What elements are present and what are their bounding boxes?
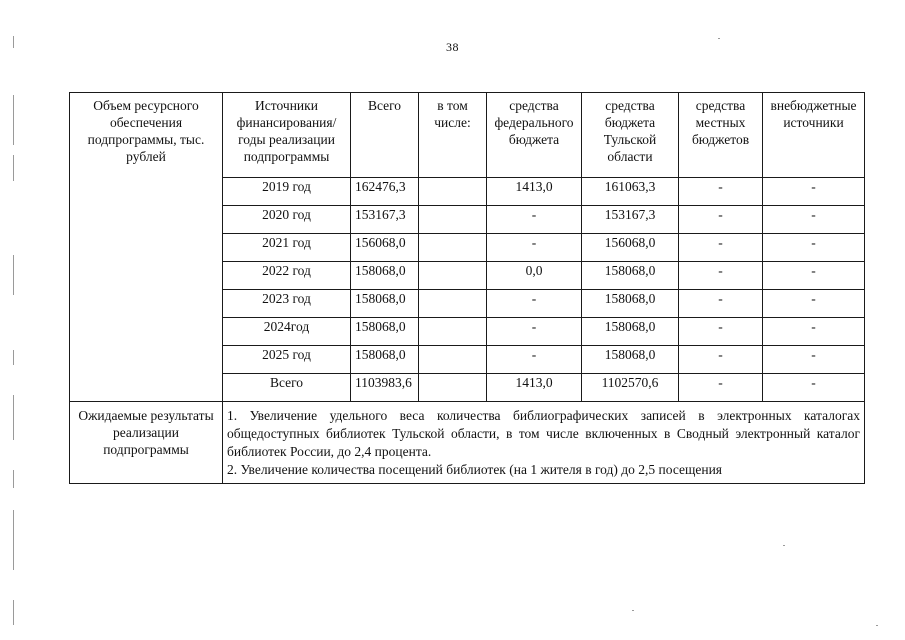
row-regional: 161063,3 [582,178,679,206]
header-sources: Источники финансирования/ годы реализации подпрограммы [223,93,351,178]
row-federal: - [487,206,582,234]
row-year: 2020 год [223,206,351,234]
scan-margin-mark [13,510,14,570]
row-total: 1103983,6 [351,374,419,402]
results-row [70,402,865,484]
row-including [419,262,487,290]
row-year: 2022 год [223,262,351,290]
row-local: - [679,346,763,374]
header-regional: средства бюджета Тульской области [582,93,679,178]
row-local: - [679,374,763,402]
row-regional: 156068,0 [582,234,679,262]
header-row [70,93,865,178]
row-federal: - [487,318,582,346]
row-total: 153167,3 [351,206,419,234]
row-year: 2024год [223,318,351,346]
results-label-cell: Ожидаемые результаты реализации подпрограммы [70,402,223,484]
row-including [419,290,487,318]
scan-margin-mark [13,36,14,48]
row-total: 158068,0 [351,262,419,290]
row-local: - [679,234,763,262]
row-total: 162476,3 [351,178,419,206]
row-extra: - [763,206,865,234]
row-local: - [679,262,763,290]
row-including [419,318,487,346]
row-year: 2021 год [223,234,351,262]
scan-margin-mark [13,470,14,488]
row-local: - [679,206,763,234]
row-regional: 158068,0 [582,318,679,346]
row-local: - [679,318,763,346]
row-extra: - [763,318,865,346]
row-local: - [679,290,763,318]
row-total: 158068,0 [351,290,419,318]
scan-speck [718,38,720,39]
row-federal: - [487,234,582,262]
row-extra: - [763,262,865,290]
page-number: 38 [446,40,459,54]
row-regional: 158068,0 [582,346,679,374]
row-federal: 1413,0 [487,374,582,402]
header-total: Всего [351,93,419,178]
resource-table [69,92,865,484]
row-including [419,206,487,234]
row-extra: - [763,234,865,262]
row-extra: - [763,178,865,206]
row-including [419,178,487,206]
scan-speck [783,545,785,546]
row-regional: 158068,0 [582,262,679,290]
header-federal: средства федерального бюджета [487,93,582,178]
scan-margin-mark [13,395,14,440]
row-federal: 1413,0 [487,178,582,206]
row-federal: - [487,290,582,318]
row-year: 2019 год [223,178,351,206]
row-including [419,346,487,374]
scan-margin-mark [13,350,14,365]
row-year: Всего [223,374,351,402]
row-federal: - [487,346,582,374]
scan-margin-mark [13,600,14,625]
results-text-cell [223,402,865,484]
row-extra: - [763,290,865,318]
row-year: 2025 год [223,346,351,374]
scan-margin-mark [13,155,14,181]
row-extra: - [763,346,865,374]
results-item: 1. Увеличение удельного веса количества библиографических записей в электронных каталогах общедоступных библиотек Тульской области, в том числе включенных в Сводный электронный каталог библиотек России, до 2,4 процента. [227,408,860,459]
scan-margin-mark [13,255,14,295]
resource-label-cell: Объем ресурсного обеспечения подпрограммы, тыс. рублей [70,93,223,402]
results-item: 2. Увеличение количества посещений библиотек (на 1 жителя в год) до 2,5 посещения [227,462,723,477]
header-including: в том числе: [419,93,487,178]
row-total: 158068,0 [351,318,419,346]
header-extra: внебюджетные источники [763,93,865,178]
row-regional: 158068,0 [582,290,679,318]
scan-speck [632,610,634,611]
row-including [419,374,487,402]
row-year: 2023 год [223,290,351,318]
scan-speck [876,625,878,626]
row-total: 158068,0 [351,346,419,374]
row-including [419,234,487,262]
row-extra: - [763,374,865,402]
scan-margin-mark [13,95,14,145]
row-federal: 0,0 [487,262,582,290]
header-local: средства местных бюджетов [679,93,763,178]
row-total: 156068,0 [351,234,419,262]
row-local: - [679,178,763,206]
row-regional: 153167,3 [582,206,679,234]
row-regional: 1102570,6 [582,374,679,402]
